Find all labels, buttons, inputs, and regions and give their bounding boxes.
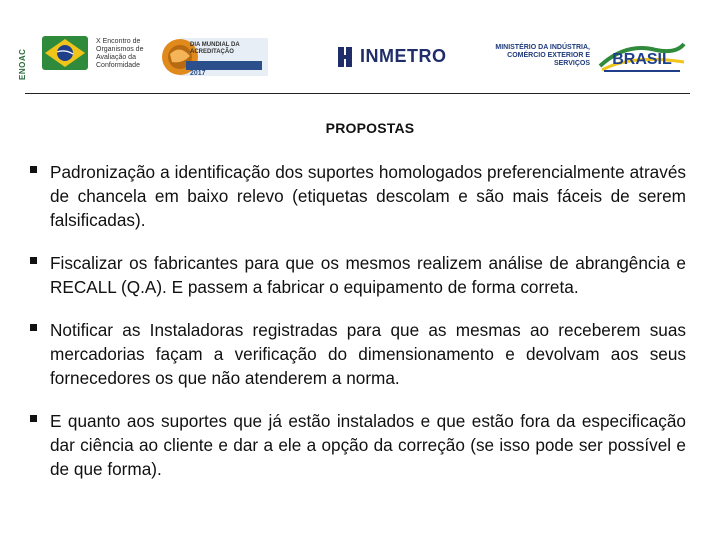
list-item	[30, 251, 686, 299]
list-item-text: E quanto aos suportes que já estão instalados e que estão fora da especificação dar ciência ao cliente e dar a ele a opção da correção (se isso pode ser possível e de que forma).	[50, 411, 686, 479]
header-divider	[25, 93, 690, 94]
square-bullet-icon	[30, 415, 37, 422]
page-title	[0, 120, 720, 136]
square-bullet-icon	[30, 166, 37, 173]
svg-text:BRASIL: BRASIL	[612, 51, 672, 68]
enoac-event-text: X Encontro de Organismos de Avaliação da Conformidade	[96, 38, 144, 69]
list-item-text: Padronização a identificação dos suportes homologados preferencialmente através de chancela em baixo relevo (etiquetas descolam e são mais fáceis de serem falsificadas).	[50, 162, 686, 230]
square-bullet-icon	[30, 257, 37, 264]
list-item-text: Notificar as Instaladoras registradas para que as mesmas ao receberem suas mercadorias façam a verificação do dimensionamento e devolvam aos seus fornecedores os que não atenderem a norma.	[50, 320, 686, 388]
globe-logo-icon	[158, 34, 268, 80]
dia-mundial-text: DIA MUNDIAL DA ACREDITAÇÃO	[190, 42, 240, 55]
inmetro-wordmark: INMETRO	[360, 46, 447, 66]
dia-year: 2017	[190, 70, 206, 77]
proposals-list	[30, 160, 686, 500]
square-bullet-icon	[30, 324, 37, 331]
list-item	[30, 160, 686, 232]
enoac-side-label: ENOAC	[18, 48, 27, 80]
ministerio-text: MINISTÉRIO DA INDÚSTRIA, COMÉRCIO EXTERIOR E SERVIÇOS	[495, 44, 590, 67]
list-item	[30, 409, 686, 481]
list-item-text: Fiscalizar os fabricantes para que os mesmos realizem análise de abrangência e RECALL (Q.A). E passem a fabricar o equipamento de forma correta.	[50, 253, 686, 297]
brasil-logo-icon	[596, 36, 688, 76]
page-title-text: PROPOSTAS	[325, 120, 415, 136]
list-item	[30, 318, 686, 390]
brazil-flag-logo-icon	[40, 30, 90, 76]
header-banner	[0, 0, 720, 92]
